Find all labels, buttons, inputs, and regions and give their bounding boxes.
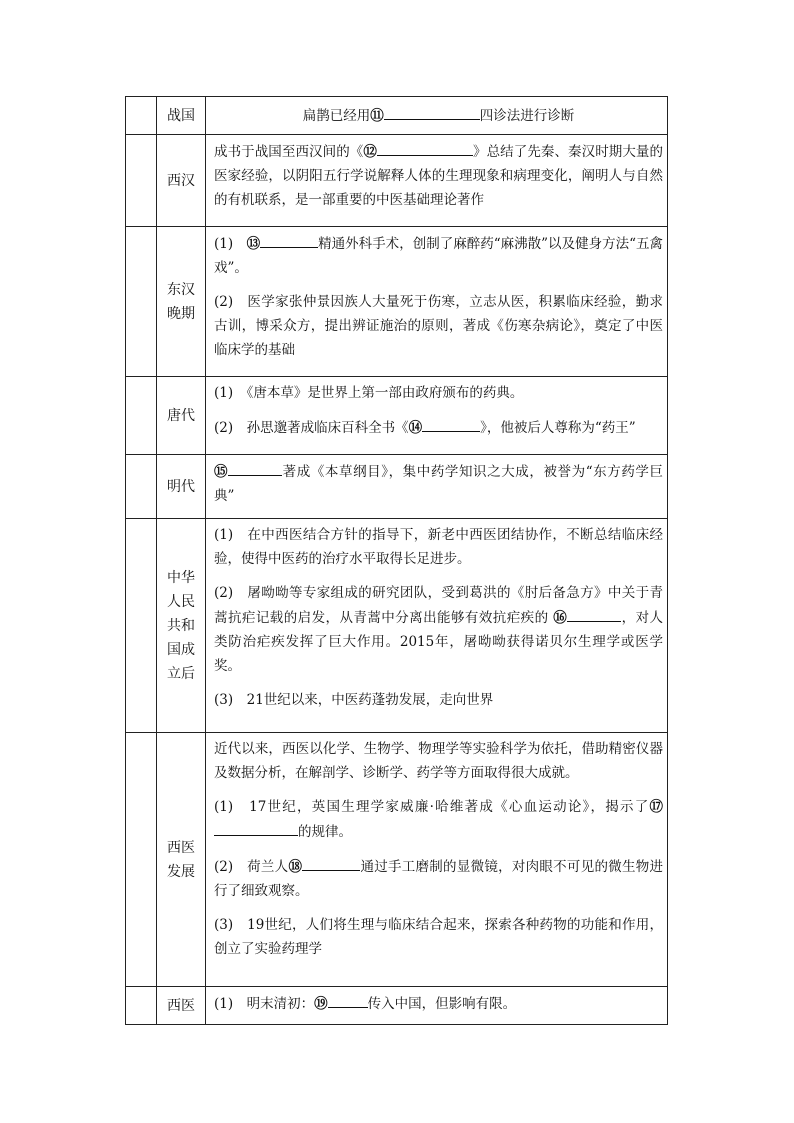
text-segment: (2) 孙思邈著成临床百科全书《 bbox=[214, 420, 409, 436]
content-cell bbox=[206, 135, 668, 227]
table-row bbox=[126, 733, 668, 987]
table-row bbox=[126, 455, 668, 519]
content-cell bbox=[206, 987, 668, 1025]
text-segment: (1) 明末清初： bbox=[214, 996, 315, 1012]
fill-blank[interactable] bbox=[384, 103, 480, 120]
era-label: 明代 bbox=[167, 478, 195, 495]
text-segment: 著成《本草纲目》，集中药学知识之大成，被誉为“东方药学巨典” bbox=[214, 464, 664, 504]
blank-cell bbox=[126, 377, 157, 455]
blank-cell bbox=[126, 987, 157, 1025]
text-segment: 》，他被后人尊称为“药王” bbox=[480, 420, 636, 436]
paragraph bbox=[214, 523, 663, 571]
era-cell bbox=[157, 455, 206, 519]
paragraph bbox=[214, 459, 663, 508]
text-segment: 成书于战国至西汉间的《 bbox=[214, 144, 364, 160]
text-segment: 精通外科手术，创制了麻醉药“麻沸散”以及健身方法“五禽戏”。 bbox=[214, 236, 664, 276]
text-segment: 传入中国，但影响有限。 bbox=[367, 996, 517, 1012]
text-segment: (1) 《唐本草》是世界上第一部由政府颁布的药典。 bbox=[214, 385, 524, 401]
blank-number: ⑯ bbox=[553, 610, 568, 626]
text-segment: (3) 21世纪以来，中医药蓬勃发展，走向世界 bbox=[214, 692, 494, 708]
paragraph bbox=[214, 139, 663, 212]
text-segment: (2) 医学家张仲景因族人大量死于伤寒，立志从医，积累临床经验，勤求古训，博采众方，提出辨证施治的原则，著成《伤寒杂病论》，奠定了中医临床学的基础 bbox=[214, 294, 663, 358]
fill-blank[interactable] bbox=[328, 991, 368, 1008]
paragraph bbox=[214, 415, 663, 440]
era-cell bbox=[157, 377, 206, 455]
table-row bbox=[126, 377, 668, 455]
blank-cell bbox=[126, 135, 157, 227]
paragraph bbox=[214, 290, 663, 362]
era-cell bbox=[157, 135, 206, 227]
fill-blank[interactable] bbox=[377, 139, 473, 156]
content-cell bbox=[206, 97, 668, 135]
blank-cell bbox=[126, 97, 157, 135]
blank-number: ⑱ bbox=[288, 859, 303, 875]
content-cell bbox=[206, 227, 668, 377]
era-label: 西汉 bbox=[167, 172, 195, 189]
blank-cell bbox=[126, 227, 157, 377]
blank-number: ⑪ bbox=[370, 108, 384, 124]
fill-blank[interactable] bbox=[567, 605, 621, 622]
fill-blank[interactable] bbox=[228, 459, 282, 476]
table-row bbox=[126, 519, 668, 733]
history-table bbox=[125, 96, 668, 1025]
paragraph bbox=[214, 381, 663, 405]
blank-number: ⑭ bbox=[408, 420, 423, 436]
text-segment: 近代以来，西医以化学、生物学、物理学等实验科学为依托，借助精密仪器及数据分析，在解剖学、诊断学、药学等方面取得很大成就。 bbox=[214, 741, 663, 781]
paragraph bbox=[214, 913, 663, 961]
text-segment: 的规律。 bbox=[298, 824, 352, 840]
text-segment: (3) 19世纪，人们将生理与临床结合起来，探索各种药物的功能和作用，创立了实验药理学 bbox=[214, 917, 663, 957]
blank-number: ⑫ bbox=[363, 144, 377, 160]
blank-cell bbox=[126, 519, 157, 733]
content-cell bbox=[206, 519, 668, 733]
paragraph bbox=[214, 688, 663, 712]
text-segment: (2) 屠呦呦等专家组成的研究团队，受到葛洪的《肘后备急方》中关于青蒿抗疟记载的启发，从青蒿中分离出能够有效抗疟疾的 bbox=[214, 585, 663, 626]
table-row bbox=[126, 987, 668, 1025]
era-cell bbox=[157, 227, 206, 377]
era-cell bbox=[157, 733, 206, 987]
text-segment: (1) bbox=[214, 236, 247, 252]
text-segment: 扁鹊已经用 bbox=[302, 108, 371, 124]
text-segment: (1) 在中西医结合方针的指导下，新老中西医团结协作，不断总结临床经验，使得中医药的治疗水平取得长足进步。 bbox=[214, 527, 663, 567]
content-cell bbox=[206, 733, 668, 987]
table-row bbox=[126, 97, 668, 135]
blank-cell bbox=[126, 733, 157, 987]
blank-cell bbox=[126, 455, 157, 519]
text-segment: (2) 荷兰人 bbox=[214, 859, 289, 875]
text-segment: (1) 17世纪，英国生理学家威廉·哈维著成《心血运动论》，揭示了 bbox=[214, 799, 650, 815]
fill-blank[interactable] bbox=[302, 854, 360, 871]
paragraph bbox=[214, 795, 663, 844]
paragraph bbox=[214, 991, 663, 1016]
table-row bbox=[126, 227, 668, 377]
era-label: 中华人民共和国成立后 bbox=[167, 569, 195, 682]
blank-number: ⑮ bbox=[214, 464, 229, 480]
blank-number: ⑲ bbox=[314, 996, 328, 1012]
text-segment: 》总结了先秦、秦汉时期大量的医家经验，以阴阳五行学说解释人体的生理现象和病理变化，阐明人与自然的有机联系，是一部重要的中医基础理论著作 bbox=[214, 144, 664, 208]
blank-number: ⑬ bbox=[246, 236, 261, 252]
table-row bbox=[126, 135, 668, 227]
era-cell bbox=[157, 987, 206, 1025]
paragraph bbox=[214, 581, 663, 678]
fill-blank[interactable] bbox=[260, 231, 318, 248]
era-label: 战国 bbox=[167, 107, 195, 124]
text-segment: 四诊法进行诊断 bbox=[479, 108, 575, 124]
content-cell bbox=[206, 455, 668, 519]
content-cell bbox=[206, 377, 668, 455]
fill-blank[interactable] bbox=[422, 415, 480, 432]
era-label: 东汉晚期 bbox=[167, 281, 195, 322]
fill-blank[interactable] bbox=[214, 819, 298, 836]
era-label: 西医 bbox=[167, 997, 195, 1014]
paragraph bbox=[214, 737, 663, 785]
paragraph bbox=[214, 854, 663, 903]
text-segment: ，对人类防治疟疾发挥了巨大作用。2015年，屠呦呦获得诺贝尔生理学或医学奖。 bbox=[214, 610, 664, 674]
era-label: 唐代 bbox=[167, 407, 195, 424]
text-segment: 通过手工磨制的显微镜，对肉眼不可见的微生物进行了细致观察。 bbox=[214, 859, 664, 899]
era-label: 西医发展 bbox=[167, 839, 195, 880]
era-cell bbox=[157, 97, 206, 135]
era-cell bbox=[157, 519, 206, 733]
blank-number: ⑰ bbox=[649, 799, 663, 815]
paragraph bbox=[214, 231, 663, 280]
